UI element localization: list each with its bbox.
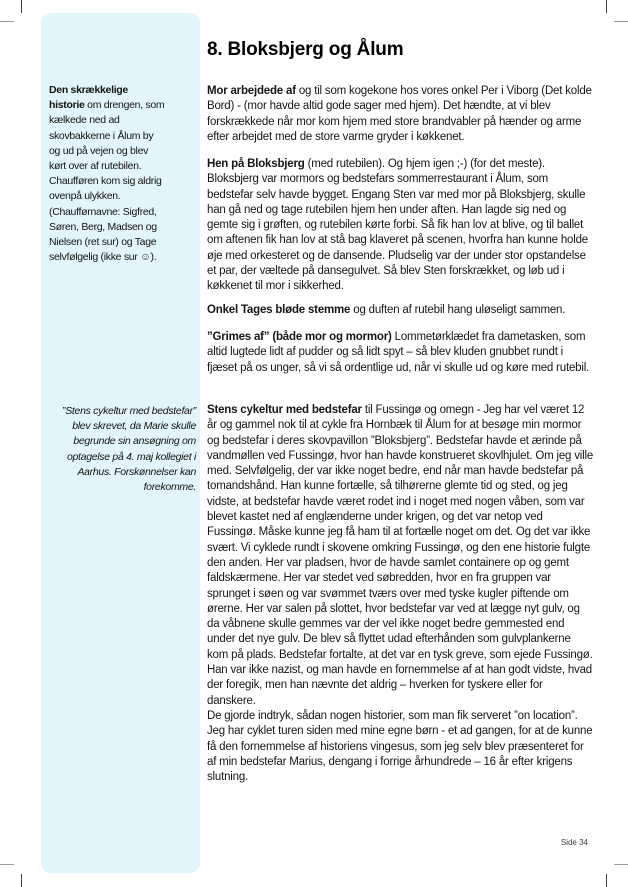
paragraph-lead: Onkel Tages bløde stemme (207, 304, 351, 316)
paragraph-lead: Stens cykeltur med bedstefar (207, 404, 362, 416)
paragraph-mor-arbejdede (207, 84, 593, 145)
paragraph-lead: Mor arbejdede af (207, 85, 296, 97)
paragraph-hen-paa-bloksbjerg (207, 157, 593, 295)
crop-mark-top-left-horizontal (0, 21, 14, 22)
paragraph-continuation: De gjorde indtryk, sådan nogen historier, som man fik serveret ”on location”. Jeg har cyklet turen siden med mine egne børn - et ad gangen, for at de kunne få den fornemmelse af historiens vingesus, som jeg selv blev præsenteret for af min bedstefar Marius, dengang i forrige århundrede – 16 år efter krigens slutning. (207, 709, 593, 784)
paragraph-text: til Fussingø og omegn - Jeg har vel været 12 år og gammel nok til at cykle fra Hornbæk til Ålum for at besøge min mormor og bedstefar i deres skovpavillon ”Bloksbjerg”. Bedstefar havde et ærinde på vandmøllen ved Fussingø, hvor han havde konstrueret skovlhjulet. Om jeg ville med. Selvfølgelig, der var ikke noget bedre, end når man havde bedstefar på tomandshånd. Han kunne fortælle, så tilhørerne glemte tid og sted, og jeg vidste, at bedstefar havde været rodet ind i noget med nogen våben, som var blevet kastet ned af englænderne under krigen, og det var netop ved Fussingø. Måske kunne jeg få ham til at fortælle noget om det. Og det var ikke svært. Vi cyklede rundt i skovene omkring Fussingø, og den ene historie fulgte den anden. Her var pladsen, hvor de havde samlet containere op og gemt faldskærmene. Her var stedet ved søbredden, hvor en fra gruppen var sprunget i søen og var svømmet tværs over med tyske kugler piftende om ørerne. Her var salen på slottet, hvor bedstefar var ved at lægge nyt gulv, og da våbnene skulle gemmes var der vel ikke noget bedre gemmested end under det nye gulv. De blev så flyttet udad efterhånden som gulvplankerne kom på plads. Bedstefar fortalte, at det var en tysk greve, som ejede Fussingø. Han var ikke nazist, og man havde en fornemmelse af at han godt vidste, hvad der foregik, men han nævnte det aldrig – hverken for tyskere eller for danskere. (207, 404, 594, 707)
margin-note-cykeltur: ”Stens cykeltur med bedstefar” blev skrevet, da Marie skulle begrunde sin ansøgning om optagelse på 4. maj kollegiet i Aarhus. Forskønnelser kan forekomme. (62, 405, 196, 494)
crop-mark-top-right-vertical (606, 0, 607, 13)
paragraph-stens-cykeltur (207, 403, 593, 785)
chapter-title: 8. Bloksbjerg og Ålum (207, 39, 404, 60)
crop-mark-bottom-right-horizontal (614, 864, 628, 865)
crop-mark-bottom-left-vertical (21, 874, 22, 887)
paragraph-lead: ”Grimes af” (både mor og mormor) (207, 331, 392, 343)
main-text-column (207, 0, 593, 887)
paragraph-text: (med rutebilen). Og hjem igen ;-) (for det meste). Bloksbjerg var mormors og bedstefars sommerrestaurant i Ålum, som bedstefar selv havde bygget. Engang Sten var med mor på Bloksbjerg, skulle han gå ned og tage rutebilen hjem hen under aften. Han lagde sig ned og gemte sig i grøften, og rutebilen kørte forbi. Så fik han lov at blive, og til ballet om aftenen fik han lov at stå bag klaveret på scenen, hvorfra han kunne holde øje med orkesteret og de dansende. Pludselig var der under stor opstandelse et par, der væltede på dansegulvet. Så blev Sten forskrækket, og løb ud i køkkenet til mor i sikkerhed. (207, 158, 588, 293)
page-number: Side 34 (560, 838, 588, 847)
crop-mark-top-left-vertical (21, 0, 22, 13)
paragraph-text: og duften af rutebil hang uløseligt sammen. (350, 304, 566, 316)
paragraph-text: og til som kogekone hos vores onkel Per i Viborg (Det kolde Bord) - (mor havde altid gode sager med hjem). Det hændte, at vi blev forskrækkede når mor kom hjem med store brandvabler på hænder og arme efter arbejdet med de store varme gryder i køkkenet. (207, 85, 592, 143)
crop-mark-top-right-horizontal (614, 21, 628, 22)
crop-mark-bottom-right-vertical (606, 874, 607, 887)
paragraph-onkel-tages-stemme (207, 303, 593, 318)
margin-note-accident (49, 83, 166, 265)
crop-mark-bottom-left-horizontal (0, 864, 14, 865)
paragraph-lead: Hen på Bloksbjerg (207, 158, 305, 170)
paragraph-text: Lommetørklædet fra dametasken, som altid lugtede lidt af pudder og så lidt spyt – så blev kluden gnubbet rundt i fjæset på os unger, så vi så ordentlige ud, når vi skulle ud og køre med rutebil. (207, 331, 590, 374)
margin-note-accident-text: om drengen, som kælkede ned ad skovbakkerne i Ålum by og ud på vejen og blev kørt over af rutebilen. Chaufføren kom sig aldrig ovenpå ulykken. (Chaufførnavne: Sigfred, Søren, Berg, Madsen og Nielsen (ret sur) og Tage selvfølgelig (ikke sur ☺). (49, 99, 165, 264)
margin-notes-panel (41, 13, 200, 873)
paragraph-grimes-af (207, 330, 593, 376)
margin-note-accident-lead: Den skrækkelige historie (49, 84, 128, 112)
